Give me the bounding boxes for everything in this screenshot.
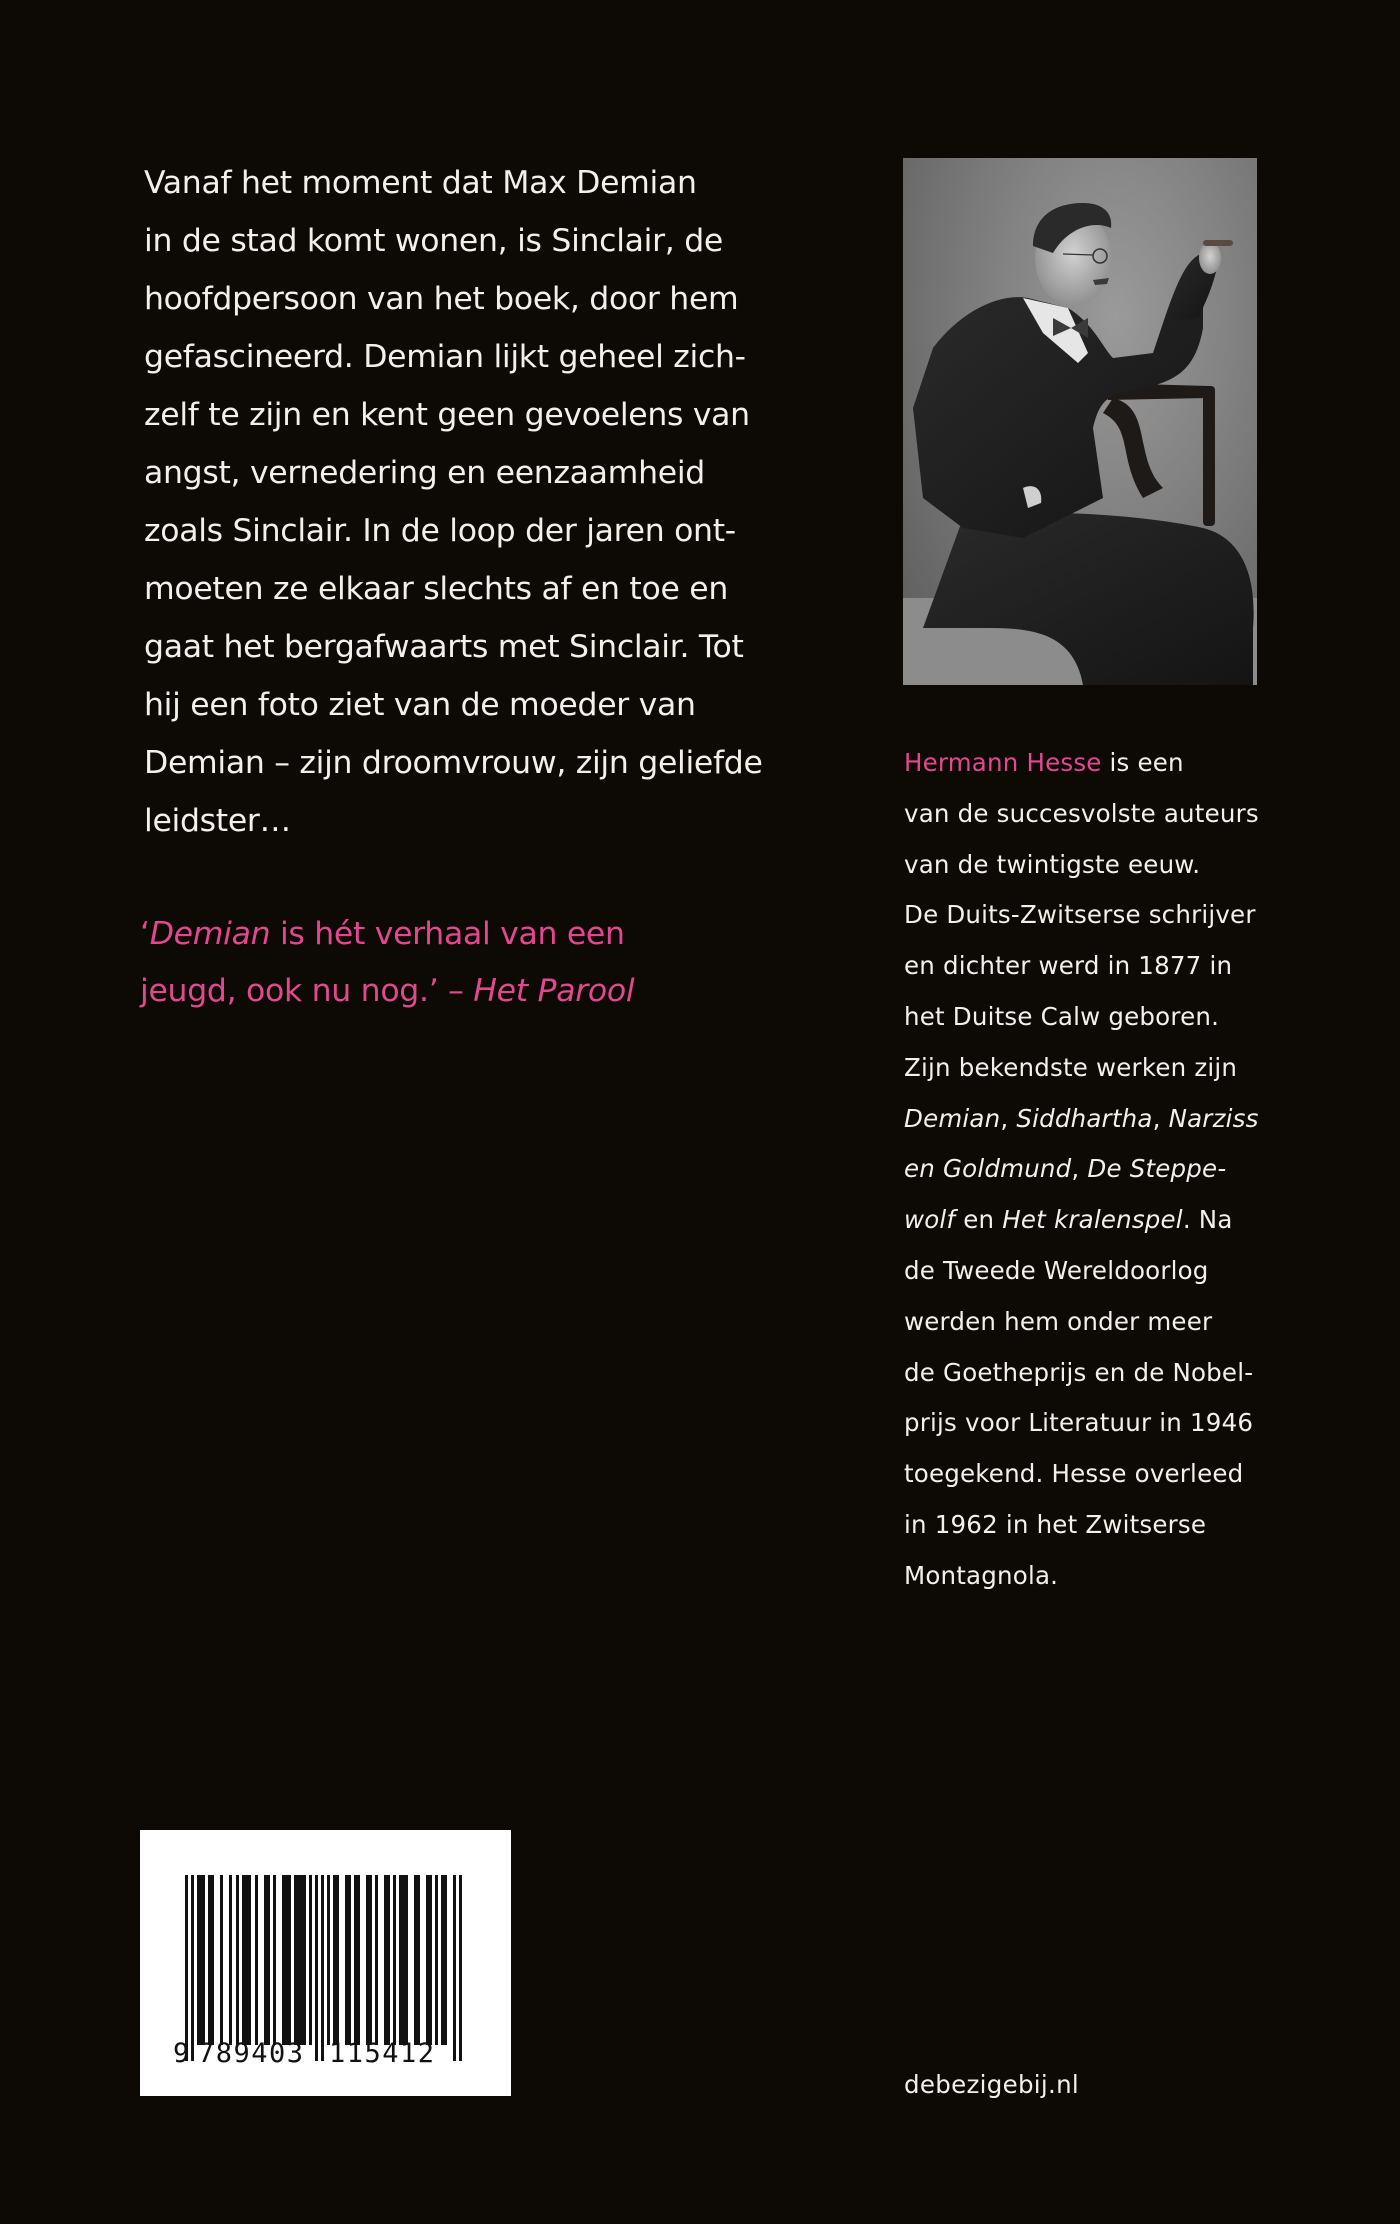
bio-line: de Tweede Wereldoorlog — [904, 1255, 1209, 1285]
bio-line: de Goetheprijs en de Nobel- — [904, 1357, 1254, 1387]
author-bio — [904, 738, 1284, 1602]
bio-text: , — [1152, 1103, 1169, 1133]
bio-line: Zijn bekendste werken zijn — [904, 1052, 1238, 1082]
press-quote-line — [140, 906, 634, 963]
work-title: Demian — [904, 1103, 1001, 1133]
bio-line: in 1962 in het Zwitserse — [904, 1509, 1207, 1539]
quote-open-mark: ‘ — [140, 916, 150, 952]
work-title: wolf — [904, 1205, 956, 1235]
bio-text: , — [1000, 1103, 1017, 1133]
bio-line — [904, 1144, 1284, 1195]
isbn-first-digit: 9 — [173, 2038, 190, 2069]
bio-text: is een — [1101, 748, 1184, 777]
bio-line: toegekend. Hesse overleed — [904, 1459, 1244, 1489]
blurb-line: in de stad komt wonen, is Sinclair, de — [144, 223, 723, 259]
press-quote — [140, 906, 634, 1020]
work-title: Het kralenspel — [1002, 1205, 1183, 1235]
bio-text: en — [955, 1205, 1003, 1235]
blurb-line: Vanaf het moment dat Max Demian — [144, 165, 697, 201]
blurb-line: moeten ze elkaar slechts af en toe en — [144, 571, 728, 607]
quote-text: jeugd, ook nu nog.’ – — [140, 973, 474, 1009]
quote-book-title: Demian — [149, 916, 271, 952]
publisher-url[interactable]: debezigebij.nl — [904, 2070, 1080, 2099]
blurb-line: gaat het bergafwaarts met Sinclair. Tot — [144, 629, 744, 665]
blurb-line: leidster… — [144, 803, 291, 839]
blurb-line: hij een foto ziet van de moeder van — [144, 687, 696, 723]
bio-line: werden hem onder meer — [904, 1306, 1213, 1336]
bio-line: het Duitse Calw geboren. — [904, 1001, 1220, 1031]
blurb-line: zelf te zijn en kent geen gevoelens van — [144, 397, 750, 433]
author-portrait-image — [903, 158, 1257, 685]
author-name: Hermann Hesse — [904, 748, 1102, 777]
blurb-line: Demian – zijn droomvrouw, zijn geliefde — [144, 745, 763, 781]
blurb-line: gefascineerd. Demian lijkt geheel zich- — [144, 339, 746, 375]
work-title: De Steppe- — [1087, 1154, 1227, 1184]
isbn-right-group: 115412 — [329, 2038, 436, 2069]
work-title: Narziss — [1168, 1103, 1259, 1133]
bio-line: en dichter werd in 1877 in — [904, 951, 1233, 981]
barcode-bars — [140, 1830, 511, 2096]
bio-line: van de twintigste eeuw. — [904, 849, 1201, 879]
bio-line — [904, 1195, 1284, 1246]
blurb-text — [144, 154, 844, 850]
bio-text: , — [1071, 1154, 1088, 1184]
bio-line: Montagnola. — [904, 1560, 1059, 1590]
quote-source: Het Parool — [473, 973, 635, 1009]
bio-text: . Na — [1182, 1205, 1233, 1235]
bio-line — [904, 1094, 1284, 1145]
bio-line: prijs voor Literatuur in 1946 — [904, 1408, 1254, 1438]
isbn-left-group: 789403 — [198, 2038, 305, 2069]
work-title: en Goldmund — [904, 1154, 1072, 1184]
bio-line: van de succesvolste auteurs — [904, 798, 1259, 828]
press-quote-line — [140, 963, 634, 1020]
quote-text: is hét verhaal van een — [270, 916, 625, 952]
bio-line — [904, 738, 1284, 789]
author-photo — [903, 158, 1257, 685]
blurb-line: hoofdpersoon van het boek, door hem — [144, 281, 739, 317]
blurb-line: angst, vernedering en eenzaamheid — [144, 455, 705, 491]
isbn-barcode — [140, 1830, 511, 2096]
blurb-line: zoals Sinclair. In de loop der jaren ont- — [144, 513, 736, 549]
bio-line: De Duits-Zwitserse schrijver — [904, 900, 1256, 930]
work-title: Siddhartha — [1016, 1103, 1153, 1133]
